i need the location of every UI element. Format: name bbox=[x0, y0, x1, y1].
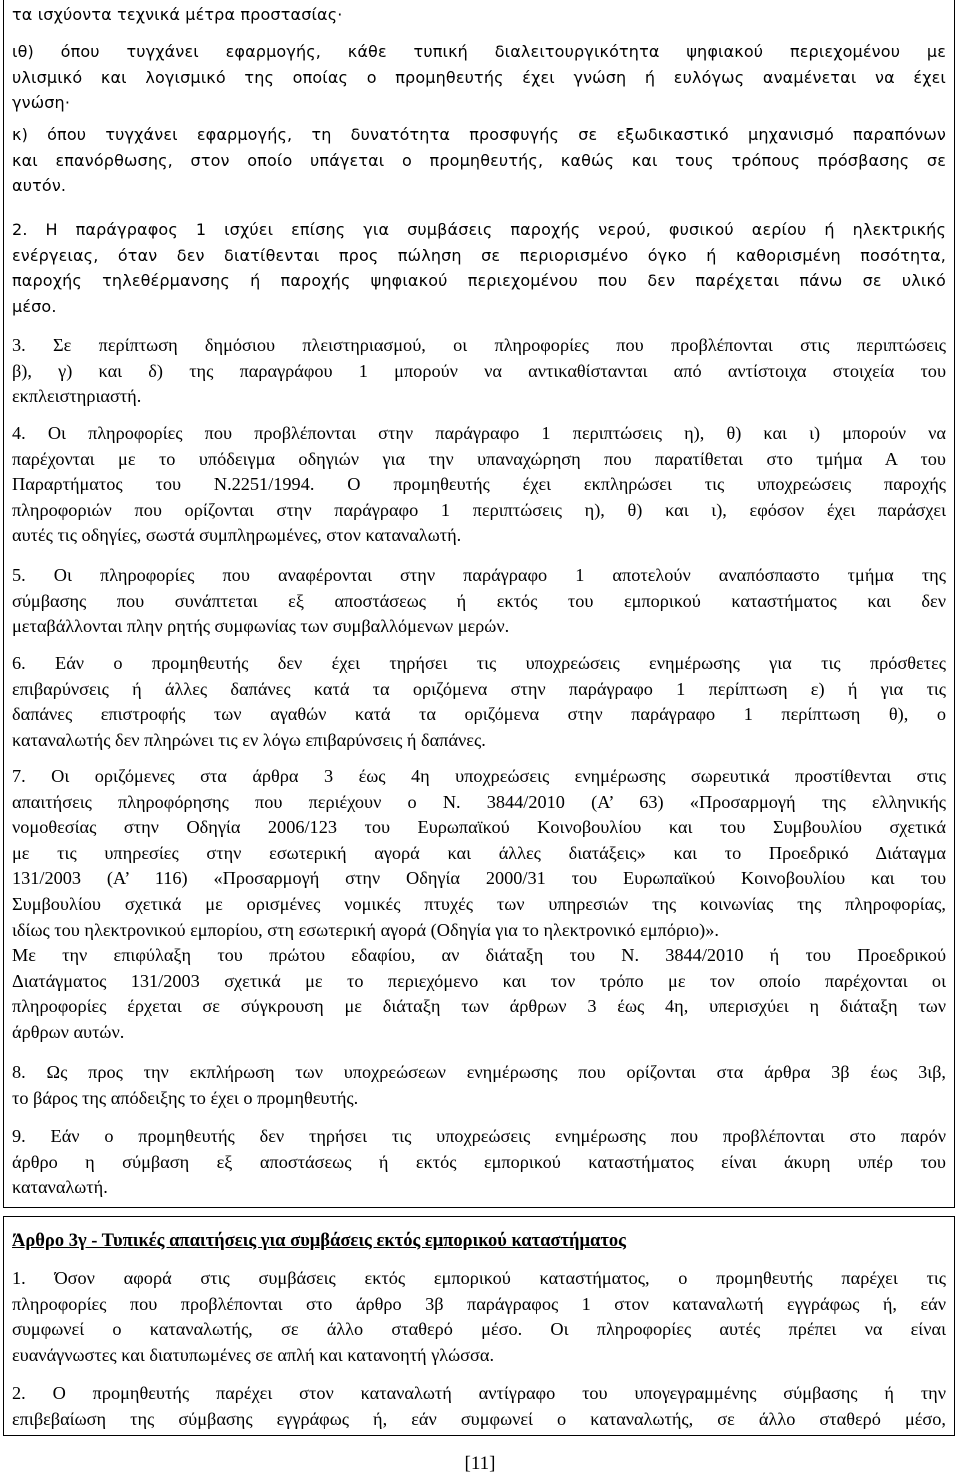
text-line: σύμβασης που συνάπτεται εξ αποστάσεως ή εκτός του εμπορικού καταστήματος και δεν bbox=[12, 590, 946, 611]
item-k-paragraph bbox=[12, 122, 946, 199]
text-line: τα ισχύοντα τεχνικά μέτρα προστασίας· bbox=[12, 5, 343, 24]
text-line: 9. Εάν ο προμηθευτής δεν τηρήσει τις υποχρεώσεις ενημέρωσης που προβλέπονται στο παρόν bbox=[12, 1126, 946, 1146]
text-line: εκπλειστηριαστή. bbox=[12, 386, 142, 407]
text-line: άρθρων αυτών. bbox=[12, 1021, 125, 1042]
text-line: μεταβάλλονται πλην ρητής συμφωνίας των συμβαλλόμενων μερών. bbox=[12, 616, 510, 637]
text-line: 6. Εάν ο προμηθευτής δεν έχει τηρήσει τις υποχρεώσεις ενημέρωσης για τις πρόσθετες bbox=[12, 653, 946, 673]
text-line: πληροφοριών που ορίζονται στην παράγραφο 1 περιπτώσεις η), θ) και ι), εφόσον έχει παράσχει bbox=[12, 499, 946, 520]
text-line: 3. Σε περίπτωση δημόσιου πλειστηριασμού, οι πληροφορίες που προβλέπονται στις περιπτώσεις bbox=[12, 335, 946, 355]
text-line: 1. Όσον αφορά στις συμβάσεις εκτός εμπορικού καταστήματος, ο προμηθευτής παρέχει τις bbox=[12, 1268, 946, 1288]
text-line: συμφωνεί ο καταναλωτής, σε άλλο σταθερό μέσο. Οι πληροφορίες αυτές πρέπει να είναι bbox=[12, 1319, 946, 1340]
text-line: β), γ) και δ) της παραγράφου 1 μπορούν να αντικαθίστανται από αντίστοιχα στοιχεία του bbox=[12, 360, 946, 381]
text-line: ενέργειας, όταν δεν διατίθενται προς πώληση σε περιορισμένο όγκο ή καθορισμένη ποσότητα, bbox=[12, 245, 946, 265]
text-line: 2. Ο προμηθευτής παρέχει στον καταναλωτή αντίγραφο του υπογεγραμμένης σύμβασης ή την bbox=[12, 1383, 946, 1403]
text-line: επιβεβαίωση της σύμβασης εγγράφως ή, εάν συμφωνεί ο καταναλωτής, σε άλλο σταθερό μέσο, bbox=[12, 1408, 946, 1429]
article-paragraph-2 bbox=[12, 1381, 946, 1432]
text-line: καταναλωτή. bbox=[12, 1177, 108, 1198]
text-line: αυτόν. bbox=[12, 176, 67, 195]
text-line: Με την επιφύλαξη του πρώτου εδαφίου, αν διάταξη του Ν. 3844/2010 ή του Προεδρικού bbox=[12, 945, 946, 966]
paragraph-8 bbox=[12, 1060, 946, 1111]
text-line: επιβαρύνσεις ή άλλες δαπάνες κατά τα οριζόμενα στην παράγραφο 1 περίπτωση ε) ή για τις bbox=[12, 678, 946, 699]
article-heading: Άρθρο 3γ - Τυπικές απαιτήσεις για συμβάσεις εκτός εμπορικού καταστήματος bbox=[12, 1231, 626, 1251]
text-line: υλισμικό και λογισμικό της οποίας ο προμηθευτής έχει γνώση ή ευλόγως αναμένεται να έχει bbox=[12, 67, 946, 87]
text-line: κ) όπου τυγχάνει εφαρμογής, τη δυνατότητα προσφυγής σε εξωδικαστικό μηχανισμό παραπόνων bbox=[12, 125, 946, 144]
text-line: 4. Οι πληροφορίες που προβλέπονται στην παράγραφο 1 περιπτώσεις η), θ) και ι) μπορούν να bbox=[12, 423, 946, 443]
text-line: παροχής τηλεθέρμανσης ή παροχής ψηφιακού περιεχομένου που δεν παρέχεται πάνω σε υλικό bbox=[12, 271, 946, 290]
paragraph-5 bbox=[12, 563, 946, 640]
text-line: Διατάγματος 131/2003 σχετικά με το περιεχόμενο και τον τρόπο με τον οποίο παρέχονται οι bbox=[12, 970, 946, 991]
text-line: πληροφορίες που προβλέπονται στο άρθρο 3β παράγραφος 1 στον καταναλωτή εγγράφως ή, εάν bbox=[12, 1293, 946, 1314]
text-line: γνώση· bbox=[12, 93, 71, 112]
paragraph-9 bbox=[12, 1124, 946, 1201]
paragraph-2 bbox=[12, 217, 946, 319]
text-line: ιδίως του ηλεκτρονικού εμπορίου, στη εσωτερική αγορά (Οδηγία για το ηλεκτρονικό εμπόριο)». bbox=[12, 919, 719, 940]
text-line: Παραρτήματος του Ν.2251/1994. Ο προμηθευτής έχει εκπληρώσει τις υποχρεώσεις παροχής bbox=[12, 474, 946, 495]
text-line: δαπάνες επιστροφής των αγαθών κατά τα οριζόμενα στην παράγραφο 1 περίπτωση θ), ο bbox=[12, 704, 946, 725]
text-line: Συμβουλίου σχετικά με ορισμένες νομικές πτυχές των υπηρεσιών της κοινωνίας της πληροφορίας, bbox=[12, 893, 946, 914]
paragraph-4 bbox=[12, 421, 946, 549]
intro-text bbox=[12, 2, 946, 28]
text-line: άρθρο η σύμβαση εξ αποστάσεως ή εκτός εμπορικού καταστήματος είναι άκυρη υπέρ του bbox=[12, 1151, 946, 1172]
text-line: μέσο. bbox=[12, 296, 57, 316]
text-line: 8. Ως προς την εκπλήρωση των υποχρεώσεων ενημέρωσης που ορίζονται στα άρθρα 3β έως 3ιβ, bbox=[12, 1062, 946, 1082]
text-line: 2. Η παράγραφος 1 ισχύει επίσης για συμβάσεις παροχής νερού, φυσικού αερίου ή ηλεκτρικής bbox=[12, 220, 946, 239]
text-line: πληροφορίες έρχεται σε σύγκρουση με διάταξη των άρθρων 3 έως 4η, υπερισχύει η διάταξη των bbox=[12, 996, 946, 1017]
text-line: καταναλωτής δεν πληρώνει τις εν λόγω επιβαρύνσεις ή δαπάνες. bbox=[12, 729, 486, 750]
article-paragraph-1 bbox=[12, 1266, 946, 1368]
text-line: 131/2003 (Α’ 116) «Προσαρμογή στην Οδηγία 2000/31 του Ευρωπαϊκού Κοινοβουλίου και του bbox=[12, 868, 946, 889]
text-line: 5. Οι πληροφορίες που αναφέρονται στην παράγραφο 1 αποτελούν αναπόσπαστο τμήμα της bbox=[12, 565, 946, 585]
text-line: το βάρος της απόδειξης το έχει ο προμηθευτής. bbox=[12, 1087, 359, 1108]
page-number: [11] bbox=[464, 1453, 496, 1474]
text-line: και επανόρθωσης, στον οποίο υπάγεται ο προμηθευτής, καθώς και τους τρόπους πρόσβασης σε bbox=[12, 150, 946, 170]
text-line: νομοθεσίας στην Οδηγία 2006/123 του Ευρωπαϊκού Κοινοβουλίου και του Συμβουλίου σχετικά bbox=[12, 817, 946, 838]
text-line: με τις υπηρεσίες στην εσωτερική αγορά και άλλες διατάξεις» και το Προεδρικό Διάταγμα bbox=[12, 842, 946, 863]
text-line: 7. Οι οριζόμενες στα άρθρα 3 έως 4η υποχρεώσεις ενημέρωσης σωρευτικά προστίθενται στις bbox=[12, 766, 946, 786]
paragraph-3 bbox=[12, 333, 946, 410]
item-ith-paragraph bbox=[12, 39, 946, 116]
text-line: παρέχονται με το υπόδειγμα οδηγιών για την υπαναχώρηση που παρατίθεται στο τμήμα Α του bbox=[12, 448, 946, 469]
text-line: αυτές τις οδηγίες, σωστά συμπληρωμένες, στον καταναλωτή. bbox=[12, 525, 462, 546]
text-line: απαιτήσεις πληροφόρησης που περιέχουν ο Ν. 3844/2010 (Α’ 63) «Προσαρμογή της ελληνικής bbox=[12, 791, 946, 812]
paragraph-7 bbox=[12, 764, 946, 1046]
text-line: ευανάγνωστες και διατυπωμένες σε απλή και κατανοητή γλώσσα. bbox=[12, 1344, 495, 1365]
text-line: ιθ) όπου τυγχάνει εφαρμογής, κάθε τυπική διαλειτουργικότητα ψηφιακού περιεχομένου με bbox=[12, 42, 946, 61]
paragraph-6 bbox=[12, 651, 946, 753]
